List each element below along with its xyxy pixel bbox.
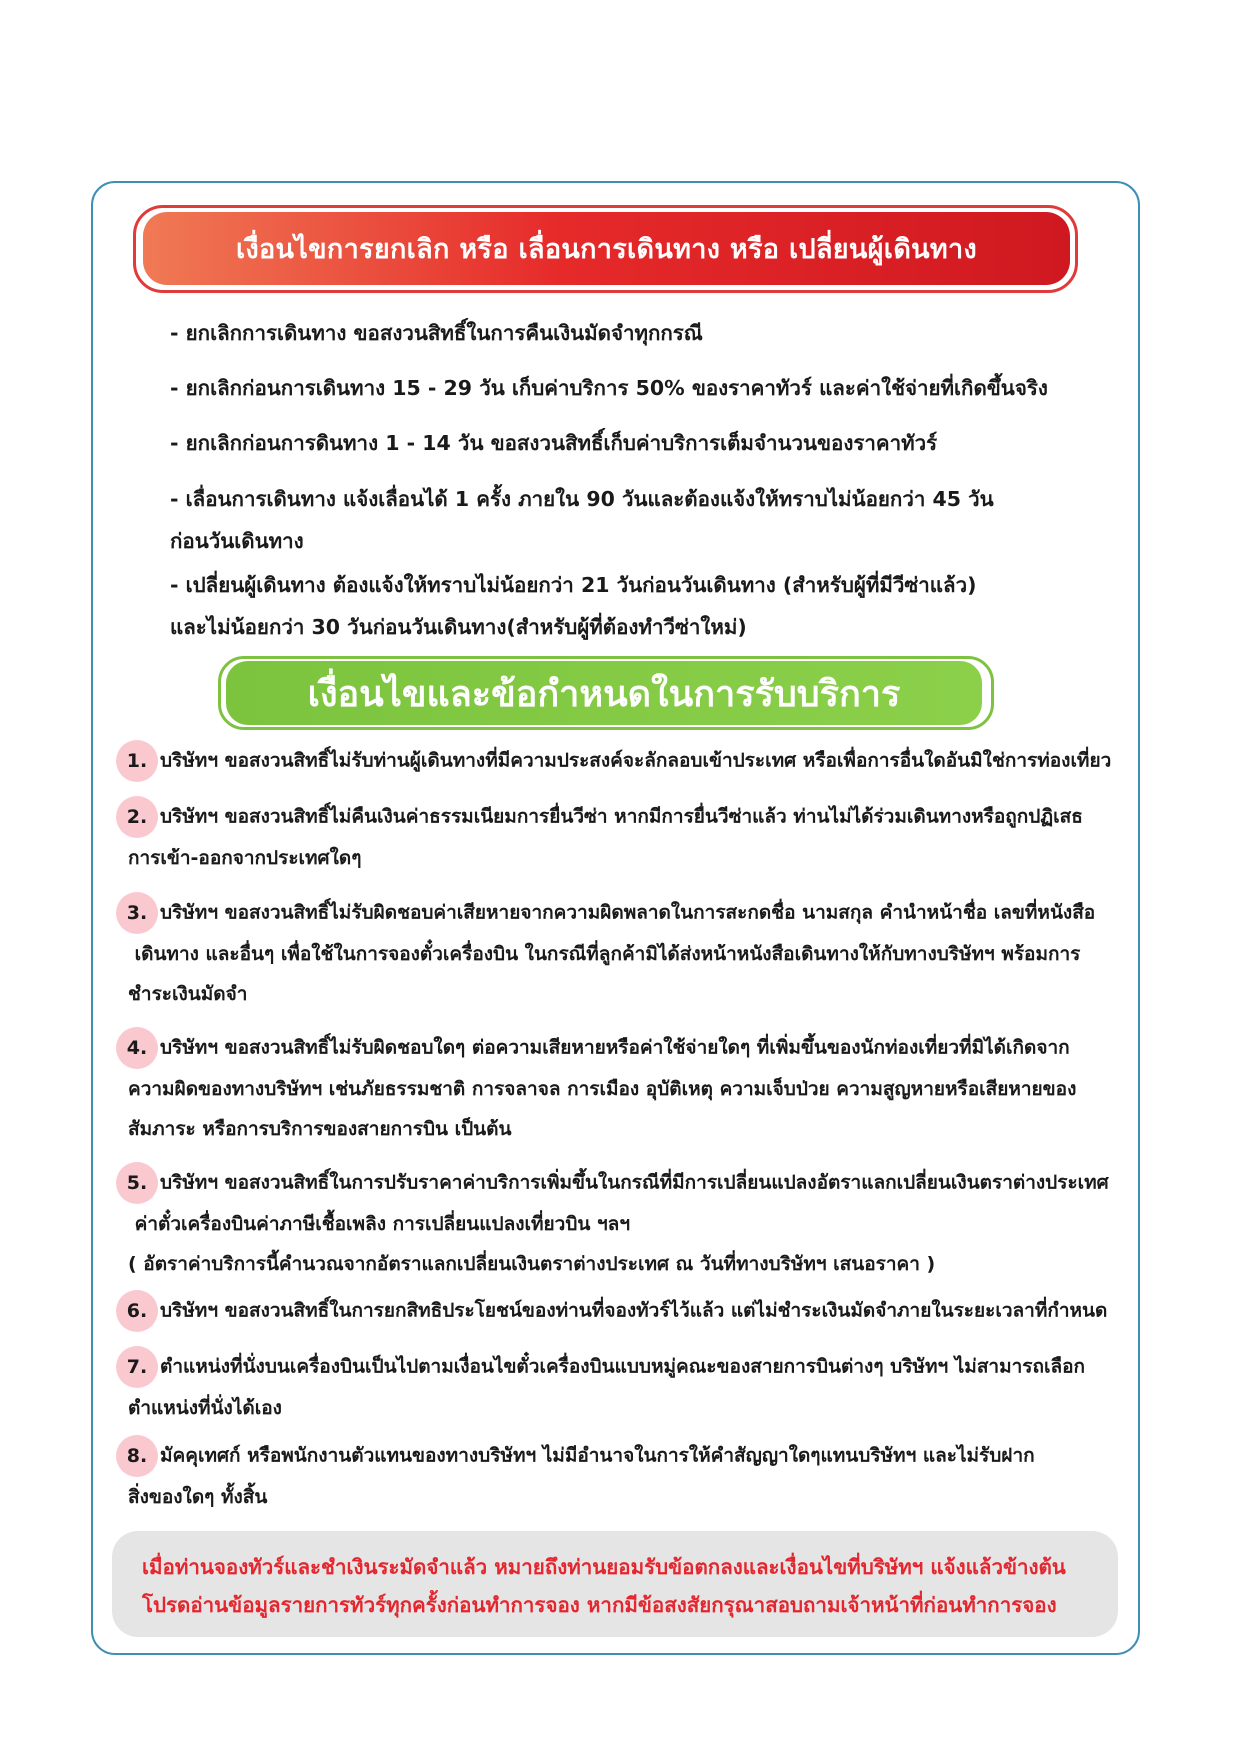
term-text: บริษัทฯ ขอสงวนสิทธิ์ไม่รับผิดชอบใดๆ ต่อความเสียหายหรือค่าใช้จ่ายใดๆ ที่เพิ่มขึ้นของนักท่องเที่ยวที่มิได้เกิดจาก <box>160 1036 1070 1059</box>
term-text: ตำแหน่งที่นั่งบนเครื่องบินเป็นไปตามเงื่อนไขตั๋วเครื่องบินแบบหมู่คณะของสายการบินต่างๆ บริษัทฯ ไม่สามารถเลือก <box>160 1355 1086 1378</box>
notice-line: โปรดอ่านข้อมูลรายการทัวร์ทุกครั้งก่อนทำการจอง หากมีข้อสงสัยกรุณาสอบถามเจ้าหน้าที่ก่อนทำการจอง <box>142 1593 1057 1617</box>
term-text: สิ่งของใดๆ ทั้งสิ้น <box>128 1486 268 1508</box>
term-item <box>128 892 1118 1014</box>
term-text: บริษัทฯ ขอสงวนสิทธิ์ไม่คืนเงินค่าธรรมเนียมการยื่นวีซ่า หากมีการยื่นวีซ่าแล้ว ท่านไม่ได้ร่วมเดินทางหรือถูกปฏิเสธ <box>160 805 1083 828</box>
terms-title: เงื่อนไขและข้อกำหนดในการรับบริการ <box>307 673 901 715</box>
term-text: บริษัทฯ ขอสงวนสิทธิ์ไม่รับผิดชอบค่าเสียหายจากความผิดพลาดในการสะกดชื่อ นามสกุล คำนำหน้าชื่อ เลขที่หนังสือ <box>160 901 1096 924</box>
term-item <box>128 1435 1118 1517</box>
term-text: บริษัทฯ ขอสงวนสิทธิ์ในการยกสิทธิประโยชน์ของท่านที่จองทัวร์ไว้แล้ว แต่ไม่ชำระเงินมัดจำภายในระยะเวลาที่กำหนด <box>160 1299 1108 1322</box>
cancel-item: - ยกเลิกก่อนการเดินทาง 15 - 29 วัน เก็บค่าบริการ 50% ของราคาทัวร์ และค่าใช้จ่ายที่เกิดขึ้นจริง <box>170 376 1048 400</box>
cancel-item: - เลื่อนการเดินทาง แจ้งเลื่อนได้ 1 ครั้ง ภายใน 90 วันและต้องแจ้งให้ทราบไม่น้อยกว่า 45 วัน <box>170 487 994 511</box>
cancel-item: - เปลี่ยนผู้เดินทาง ต้องแจ้งให้ทราบไม่น้อยกว่า 21 วันก่อนวันเดินทาง (สำหรับผู้ที่มีวีซ่าแล้ว) <box>170 573 977 597</box>
term-text: บริษัทฯ ขอสงวนสิทธิ์ในการปรับราคาค่าบริการเพิ่มขึ้นในกรณีที่มีการเปลี่ยนแปลงอัตราแลกเปลี่ยนเงินตราต่างประเทศ <box>160 1171 1109 1194</box>
term-number-badge: 8. <box>116 1435 158 1477</box>
term-number-badge: 3. <box>116 892 158 934</box>
term-text: มัคคุเทศก์ หรือพนักงานตัวแทนของทางบริษัทฯ ไม่มีอำนาจในการให้คำสัญญาใดๆแทนบริษัทฯ และไม่รับฝาก <box>160 1444 1035 1467</box>
notice-line: เมื่อท่านจองทัวร์และชำเงินระมัดจำแล้ว หมายถึงท่านยอมรับข้อตกลงและเงื่อนไขที่บริษัทฯ แจ้งแล้วข้างต้น <box>142 1555 1066 1579</box>
term-item <box>128 740 1118 782</box>
terms-banner <box>226 661 982 725</box>
term-text: ค่าตั๋วเครื่องบินค่าภาษีเชื้อเพลิง การเปลี่ยนแปลงเที่ยวบิน ฯลฯ <box>128 1213 630 1235</box>
term-text: สัมภาระ หรือการบริการของสายการบิน เป็นต้น <box>128 1118 512 1140</box>
cancel-item: - ยกเลิกก่อนการดินทาง 1 - 14 วัน ขอสงวนสิทธิ์เก็บค่าบริการเต็มจำนวนของราคาทัวร์ <box>170 431 938 455</box>
term-number-badge: 5. <box>116 1162 158 1204</box>
cancel-item: - ยกเลิกการเดินทาง ขอสงวนสิทธิ์ในการคืนเงินมัดจำทุกกรณี <box>170 321 703 345</box>
cancel-title: เงื่อนไขการยกเลิก หรือ เลื่อนการเดินทาง หรือ เปลี่ยนผู้เดินทาง <box>236 234 977 265</box>
term-text: บริษัทฯ ขอสงวนสิทธิ์ไม่รับท่านผู้เดินทางที่มีความประสงค์จะลักลอบเข้าประเทศ หรือเพื่อการอื่นใดอันมิใช่การท่องเที่ยว <box>160 749 1112 772</box>
term-number-badge: 1. <box>116 740 158 782</box>
term-text: การเข้า-ออกจากประเทศใดๆ <box>128 847 362 869</box>
term-number-badge: 2. <box>116 796 158 838</box>
term-item <box>128 1346 1118 1428</box>
cancel-item: และไม่น้อยกว่า 30 วันก่อนวันเดินทาง(สำหรับผู้ที่ต้องทำวีซ่าใหม่) <box>170 615 747 639</box>
term-number-badge: 6. <box>116 1290 158 1332</box>
term-text: ตำแหน่งที่นั่งได้เอง <box>128 1397 282 1419</box>
term-item <box>128 796 1118 878</box>
term-text: ชำระเงินมัดจำ <box>128 983 248 1005</box>
term-text: เดินทาง และอื่นๆ เพื่อใช้ในการจองตั๋วเครื่องบิน ในกรณีที่ลูกค้ามิได้ส่งหน้าหนังสือเดินทางให้กับทางบริษัทฯ พร้อมการ <box>128 943 1081 965</box>
term-item <box>128 1027 1118 1149</box>
cancel-item: ก่อนวันเดินทาง <box>170 529 304 553</box>
term-item <box>128 1162 1118 1284</box>
term-number-badge: 4. <box>116 1027 158 1069</box>
term-text: ( อัตราค่าบริการนี้คำนวณจากอัตราแลกเปลี่ยนเงินตราต่างประเทศ ณ วันที่ทางบริษัทฯ เสนอราคา ) <box>128 1253 936 1275</box>
cancel-banner <box>143 212 1070 285</box>
term-item <box>128 1290 1118 1332</box>
notice-box <box>112 1531 1118 1637</box>
term-text: ความผิดของทางบริษัทฯ เช่นภัยธรรมชาติ การจลาจล การเมือง อุบัติเหตุ ความเจ็บป่วย ความสูญหายหรือเสียหายของ <box>128 1078 1077 1100</box>
term-number-badge: 7. <box>116 1346 158 1388</box>
